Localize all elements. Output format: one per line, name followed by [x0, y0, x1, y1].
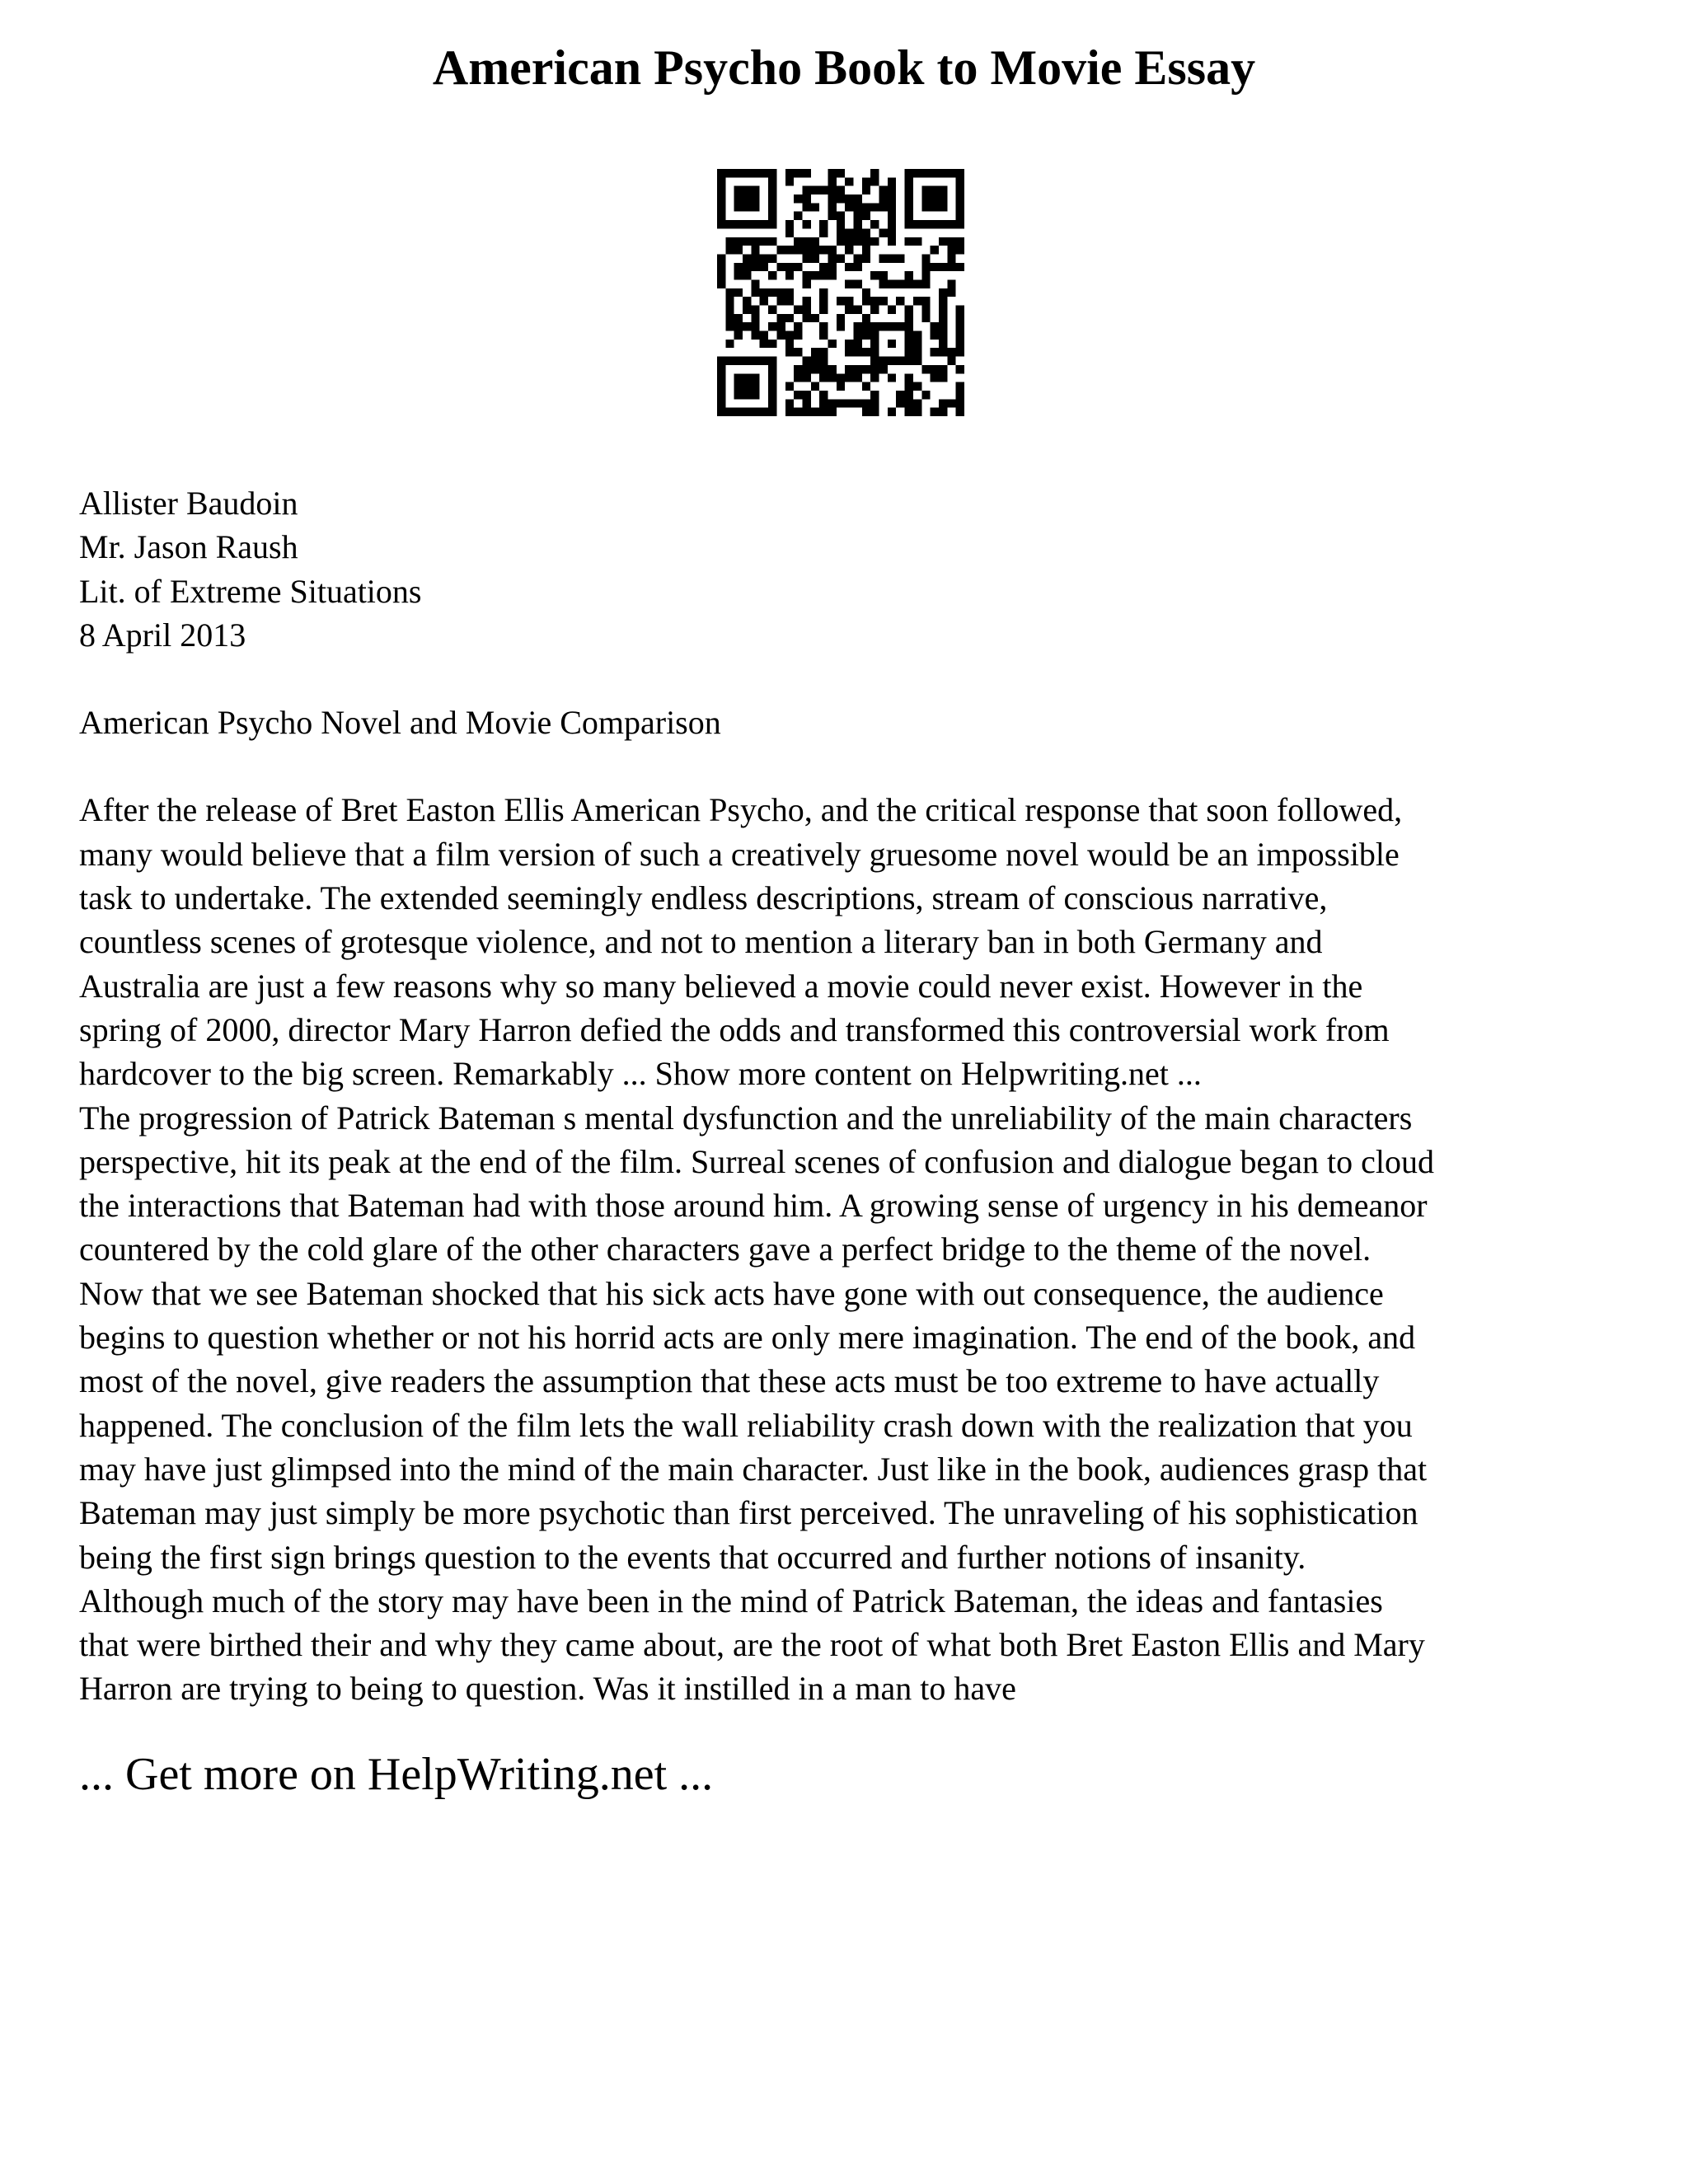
document-body — [79, 481, 1629, 1711]
paragraph-line: the interactions that Bateman had with those around him. A growing sense of urgency in his demeanor — [79, 1187, 1428, 1225]
paragraph-line: countered by the cold glare of the other characters gave a perfect bridge to the theme of the novel. — [79, 1230, 1372, 1268]
paragraph-line: The progression of Patrick Bateman s mental dysfunction and the unreliability of the main characters — [79, 1099, 1413, 1137]
page-title: American Psycho Book to Movie Essay — [432, 40, 1256, 95]
paragraph-line: countless scenes of grotesque violence, and not to mention a literary ban in both Germany and — [79, 923, 1323, 961]
paragraph-line: many would believe that a film version of such a creatively gruesome novel would be an impossible — [79, 835, 1400, 873]
paragraph-line: Although much of the story may have been in the mind of Patrick Bateman, the ideas and fantasies — [79, 1582, 1383, 1619]
paragraph-line: Australia are just a few reasons why so many believed a movie could never exist. However in the — [79, 967, 1363, 1005]
qr-code-icon — [717, 169, 964, 416]
paragraph-line: Harron are trying to being to question. Was it instilled in a man to have — [79, 1670, 1016, 1708]
essay-date: 8 April 2013 — [79, 616, 246, 654]
paragraph-line: begins to question whether or not his horrid acts are only mere imagination. The end of the book, and — [79, 1319, 1416, 1357]
paragraph-line: Now that we see Bateman shocked that his sick acts have gone with out consequence, the audience — [79, 1274, 1384, 1312]
paragraph-line: most of the novel, give readers the assumption that these acts must be too extreme to have actually — [79, 1362, 1380, 1400]
author-name: Allister Baudoin — [79, 485, 298, 522]
essay-text — [79, 788, 1629, 1710]
paragraph-line: may have just glimpsed into the mind of the main character. Just like in the book, audiences grasp that — [79, 1450, 1428, 1488]
qr-code — [717, 169, 964, 416]
paragraph-line: that were birthed their and why they came about, are the root of what both Bret Easton Ellis and Mary — [79, 1626, 1425, 1664]
paragraph-line: spring of 2000, director Mary Harron defied the odds and transformed this controversial work from — [79, 1010, 1390, 1048]
paragraph-line: Bateman may just simply be more psychotic than first perceived. The unraveling of his sophistication — [79, 1494, 1418, 1532]
get-more-link[interactable]: ... Get more on HelpWriting.net ... — [79, 1749, 714, 1800]
header-block — [79, 481, 1629, 657]
course-name: Lit. of Extreme Situations — [79, 572, 422, 610]
paragraph-line: perspective, hit its peak at the end of the film. Surreal scenes of confusion and dialogue began to cloud — [79, 1142, 1434, 1180]
paragraph-line: task to undertake. The extended seemingly endless descriptions, stream of conscious narrative, — [79, 879, 1328, 917]
paragraph-line: being the first sign brings question to the events that occurred and further notions of insanity. — [79, 1538, 1306, 1576]
paragraph-line: happened. The conclusion of the film lets the wall reliability crash down with the realization that you — [79, 1406, 1413, 1444]
paragraph-line: After the release of Bret Easton Ellis American Psycho, and the critical response that soon followed, — [79, 791, 1403, 829]
instructor-name: Mr. Jason Raush — [79, 528, 298, 566]
essay-subtitle: American Psycho Novel and Movie Comparison — [79, 704, 721, 742]
paragraph-line: hardcover to the big screen. Remarkably ... Show more content on Helpwriting.net ... — [79, 1055, 1202, 1093]
